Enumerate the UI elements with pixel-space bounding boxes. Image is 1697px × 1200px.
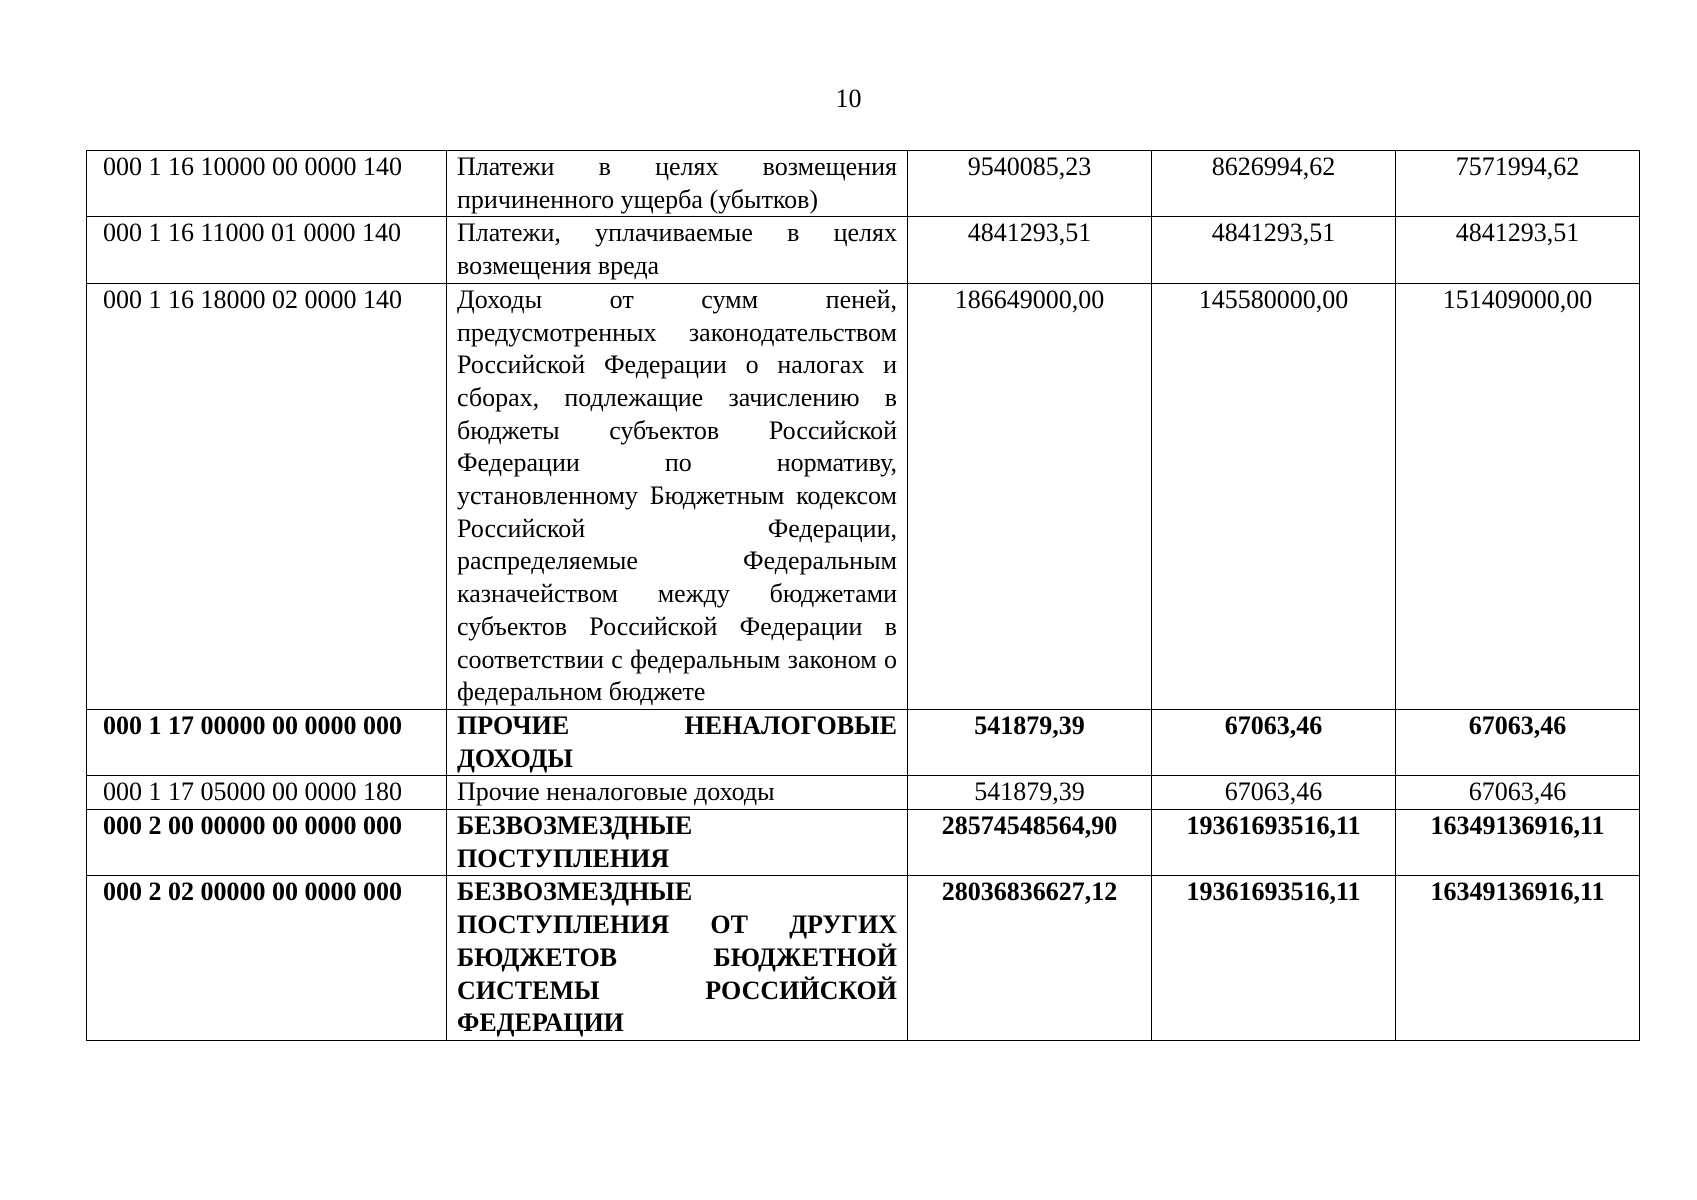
amount-cell-1: 541879,39 <box>908 709 1152 775</box>
budget-code-cell: 000 2 02 00000 00 0000 000 <box>87 876 447 1041</box>
revenue-name-cell: БЕЗВОЗМЕЗДНЫЕ ПОСТУПЛЕНИЯ <box>447 810 908 876</box>
amount-cell-3: 4841293,51 <box>1396 217 1640 283</box>
revenue-name-cell: Платежи в целях возмещения причиненного ущерба (убытков) <box>447 151 908 217</box>
table-row <box>87 709 1640 775</box>
table-row <box>87 283 1640 709</box>
amount-cell-3: 16349136916,11 <box>1396 876 1640 1041</box>
table-row <box>87 151 1640 217</box>
revenue-name-cell: Доходы от сумм пеней, предусмотренных законодательством Российской Федерации о налогах и сборах, подлежащие зачислению в бюджеты субъектов Российской Федерации по нормативу, установленному Бюджетным кодексом Российской Федерации, распределяемые Федеральным казначейством между бюджетами субъектов Российской Федерации в соответствии с федеральным законом о федеральном бюджете <box>447 283 908 709</box>
amount-cell-1: 28574548564,90 <box>908 810 1152 876</box>
amount-cell-2: 67063,46 <box>1152 776 1396 810</box>
revenue-name-cell: БЕЗВОЗМЕЗДНЫЕ ПОСТУПЛЕНИЯ ОТ ДРУГИХ БЮДЖЕТОВ БЮДЖЕТНОЙ СИСТЕМЫ РОССИЙСКОЙ ФЕДЕРАЦИИ <box>447 876 908 1041</box>
budget-code-cell: 000 1 16 11000 01 0000 140 <box>87 217 447 283</box>
revenue-name-cell: Платежи, уплачиваемые в целях возмещения вреда <box>447 217 908 283</box>
amount-cell-3: 7571994,62 <box>1396 151 1640 217</box>
amount-cell-2: 145580000,00 <box>1152 283 1396 709</box>
amount-cell-1: 28036836627,12 <box>908 876 1152 1041</box>
table-row <box>87 217 1640 283</box>
amount-cell-3: 67063,46 <box>1396 776 1640 810</box>
amount-cell-3: 151409000,00 <box>1396 283 1640 709</box>
revenue-name-cell: Прочие неналоговые доходы <box>447 776 908 810</box>
amount-cell-2: 4841293,51 <box>1152 217 1396 283</box>
revenue-name-cell: ПРОЧИЕ НЕНАЛОГОВЫЕ ДОХОДЫ <box>447 709 908 775</box>
page-number: 10 <box>835 84 862 113</box>
amount-cell-1: 9540085,23 <box>908 151 1152 217</box>
amount-cell-1: 4841293,51 <box>908 217 1152 283</box>
amount-cell-1: 186649000,00 <box>908 283 1152 709</box>
budget-code-cell: 000 1 16 18000 02 0000 140 <box>87 283 447 709</box>
budget-code-cell: 000 1 16 10000 00 0000 140 <box>87 151 447 217</box>
amount-cell-1: 541879,39 <box>908 776 1152 810</box>
revenue-table-body <box>87 151 1640 1041</box>
table-row <box>87 776 1640 810</box>
amount-cell-3: 67063,46 <box>1396 709 1640 775</box>
budget-code-cell: 000 1 17 05000 00 0000 180 <box>87 776 447 810</box>
amount-cell-3: 16349136916,11 <box>1396 810 1640 876</box>
table-row <box>87 810 1640 876</box>
amount-cell-2: 19361693516,11 <box>1152 810 1396 876</box>
amount-cell-2: 67063,46 <box>1152 709 1396 775</box>
amount-cell-2: 19361693516,11 <box>1152 876 1396 1041</box>
amount-cell-2: 8626994,62 <box>1152 151 1396 217</box>
budget-code-cell: 000 2 00 00000 00 0000 000 <box>87 810 447 876</box>
table-row <box>87 876 1640 1041</box>
budget-code-cell: 000 1 17 00000 00 0000 000 <box>87 709 447 775</box>
revenue-table <box>86 150 1640 1041</box>
